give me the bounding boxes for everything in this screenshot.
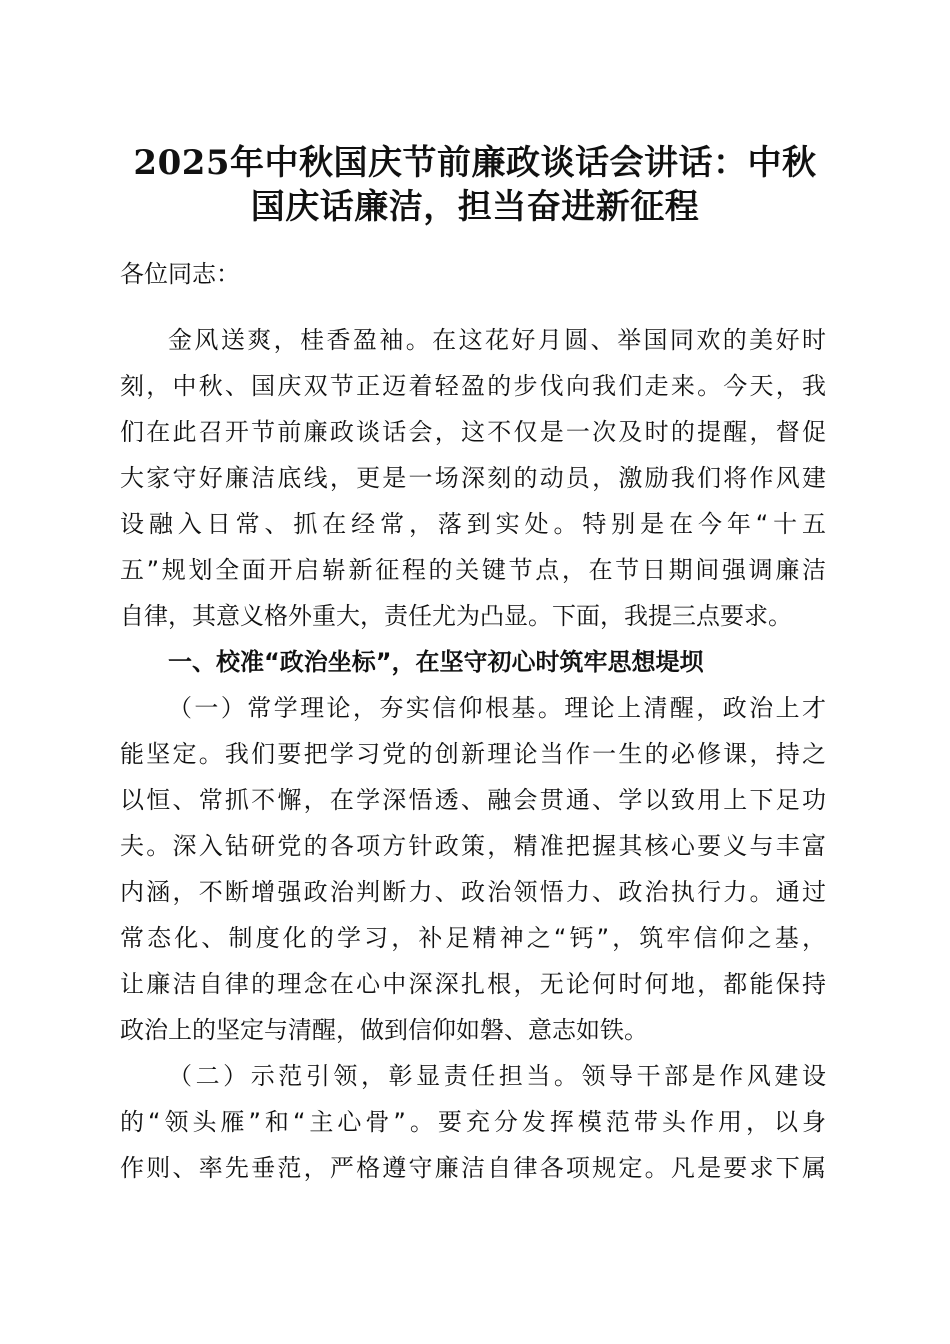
body-line: 们在此召开节前廉政谈话会，这不仅是一次及时的提醒，督促 (120, 418, 826, 446)
salutation: 各位同志： (120, 260, 240, 288)
body-line: 刻，中秋、国庆双节正迈着轻盈的步伐向我们走来。今天，我 (120, 372, 826, 400)
body-line: 常态化、制度化的学习，补足精神之“钙”，筑牢信仰之基， (120, 924, 826, 952)
document-title-line-1: 2025年中秋国庆节前廉政谈话会讲话：中秋 (133, 143, 817, 183)
body-line: 设融入日常、抓在经常，落到实处。特别是在今年“十五 (120, 510, 826, 538)
body-line: 以恒、常抓不懈，在学深悟透、融会贯通、学以致用上下足功 (120, 786, 826, 814)
body-line: 让廉洁自律的理念在心中深深扎根，无论何时何地，都能保持 (120, 970, 826, 998)
document-title-line-2: 国庆话廉洁，担当奋进新征程 (250, 187, 700, 227)
body-line: 政治上的坚定与清醒，做到信仰如磐、意志如铁。 (120, 1016, 648, 1044)
body-line: （二）示范引领，彰显责任担当。领导干部是作风建设 (168, 1062, 826, 1090)
body-line: 内涵，不断增强政治判断力、政治领悟力、政治执行力。通过 (120, 878, 826, 906)
body-line: 金风送爽，桂香盈袖。在这花好月圆、举国同欢的美好时 (168, 326, 826, 354)
body-line: 夫。深入钻研党的各项方针政策，精准把握其核心要义与丰富 (120, 832, 826, 860)
body-line: 作则、率先垂范，严格遵守廉洁自律各项规定。凡是要求下属 (120, 1154, 826, 1182)
section-heading: 一、校准“政治坐标”，在坚守初心时筑牢思想堤坝 (168, 648, 704, 676)
body-line: 五”规划全面开启崭新征程的关键节点，在节日期间强调廉洁 (120, 556, 826, 584)
body-line: 大家守好廉洁底线，更是一场深刻的动员，激励我们将作风建 (120, 464, 826, 492)
body-line: （一）常学理论，夯实信仰根基。理论上清醒，政治上才 (168, 694, 826, 722)
body-line: 自律，其意义格外重大，责任尤为凸显。下面，我提三点要求。 (120, 602, 792, 630)
body-line: 能坚定。我们要把学习党的创新理论当作一生的必修课，持之 (120, 740, 826, 768)
body-line: 的“领头雁”和“主心骨”。要充分发挥模范带头作用，以身 (120, 1108, 826, 1136)
